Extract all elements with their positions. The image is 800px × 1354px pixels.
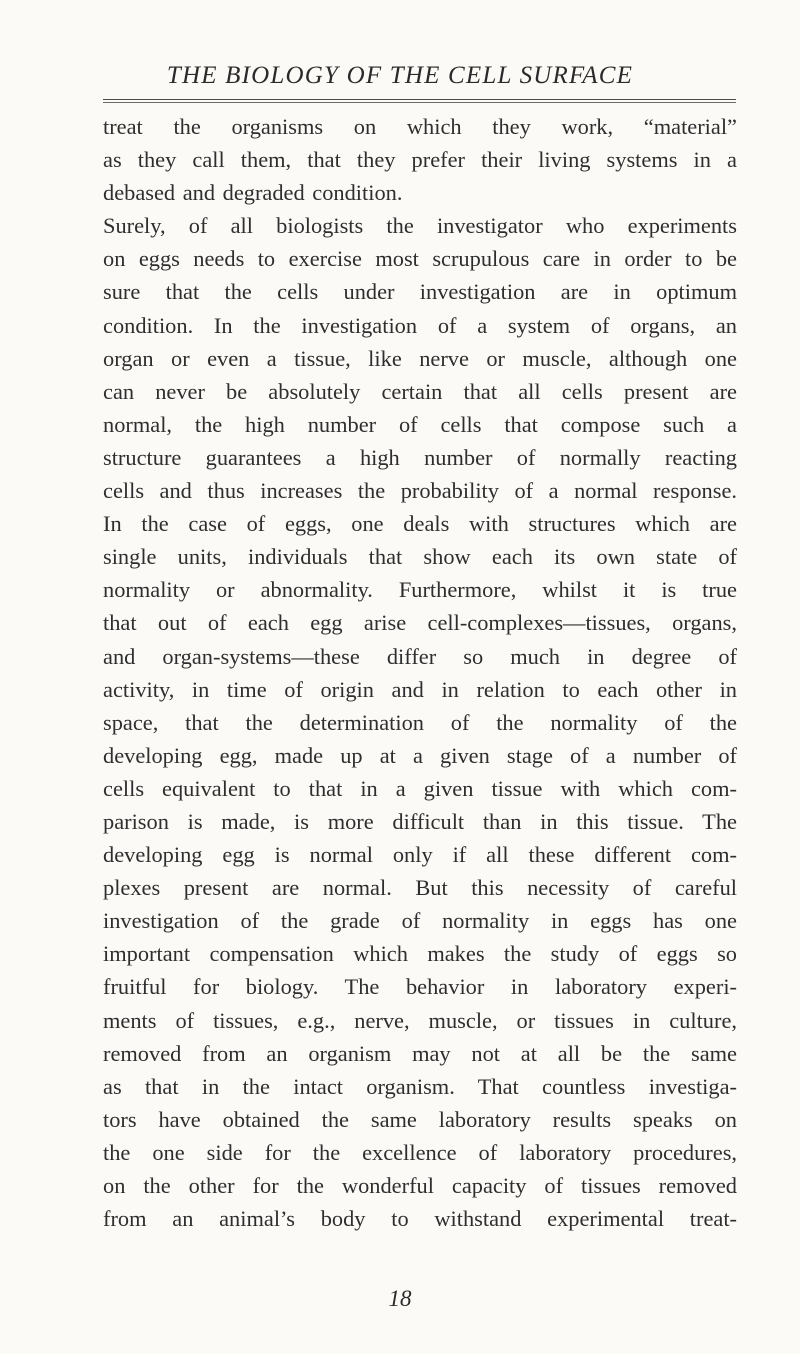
body-text [103,110,737,1235]
running-head: THE BIOLOGY OF THE CELL SURFACE [166,62,634,89]
text-line: can never be absolutely certain that all cells present are [103,378,737,404]
text-line: treat the organisms on which they work, “material” [103,114,737,139]
text-line: In the case of eggs, one deals with structures which are [103,511,737,537]
text-line: on eggs needs to exercise most scrupulous care in order to be [103,246,737,272]
text-line: the one side for the excellence of laboratory procedures, [103,1139,737,1165]
text-line: developing egg, made up at a given stage of a number of [103,742,737,768]
text-line: and organ-systems—these differ so much in degree of [103,643,737,669]
text-line: condition. In the investigation of a system of organs, an [103,312,737,338]
text-line: investigation of the grade of normality in eggs has one [103,908,737,934]
text-line: cells and thus increases the probability of a normal response. [103,478,737,504]
text-line: debased and degraded condition. [103,180,403,206]
text-line: normal, the high number of cells that compose such a [103,411,737,437]
text-line: on the other for the wonderful capacity of tissues removed [103,1173,737,1198]
text-line: tors have obtained the same laboratory results speaks on [103,1106,737,1132]
text-line: activity, in time of origin and in relation to each other in [103,676,737,702]
text-line: that out of each egg arise cell-complexes—tissues, organs, [103,610,737,636]
text-line: fruitful for biology. The behavior in laboratory experi- [103,974,737,1000]
text-line: sure that the cells under investigation are in optimum [103,279,737,305]
text-line: normality or abnormality. Furthermore, whilst it is true [103,577,737,603]
text-line: single units, individuals that show each its own state of [103,544,737,570]
header-rule-top [103,99,736,100]
text-line: space, that the determination of the normality of the [103,709,737,735]
text-line: removed from an organism may not at all be the same [103,1040,737,1066]
text-line: cells equivalent to that in a given tissue with which com- [103,775,737,801]
text-line: from an animal’s body to withstand experimental treat- [103,1206,737,1232]
header-rule-bottom [103,102,736,103]
text-line: as they call them, that they prefer their living systems in a [103,147,737,173]
text-line: parison is made, is more difficult than in this tissue. The [103,808,737,834]
text-line: organ or even a tissue, like nerve or muscle, although one [103,345,737,371]
text-line: plexes present are normal. But this necessity of careful [103,875,737,901]
text-line: as that in the intact organism. That countless investiga- [103,1073,737,1099]
page-number: 18 [388,1286,412,1311]
text-line: developing egg is normal only if all these different com- [103,842,737,868]
text-line: Surely, of all biologists the investigator who experiments [103,213,737,239]
text-line: ments of tissues, e.g., nerve, muscle, or tissues in culture, [103,1007,737,1033]
text-line: important compensation which makes the study of eggs so [103,941,737,967]
text-line: structure guarantees a high number of normally reacting [103,444,737,470]
